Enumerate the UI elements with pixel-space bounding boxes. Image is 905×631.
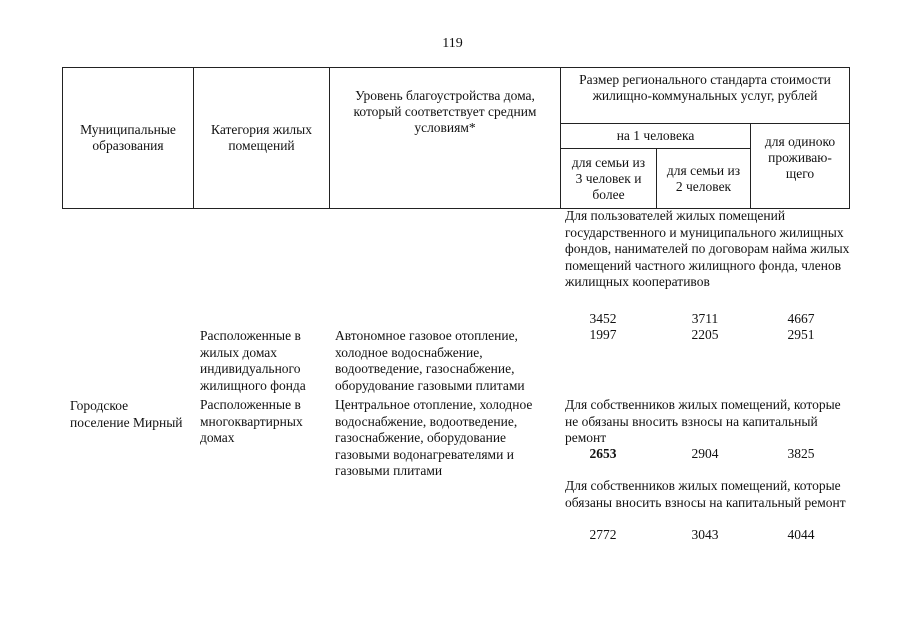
value-cell: 4667 [787, 311, 815, 326]
municipality-name: Городское поселение Мирный [70, 398, 183, 430]
value-cell: 3711 [691, 311, 719, 326]
value-cell: 1997 [589, 327, 617, 342]
value-cell: 2951 [787, 327, 815, 342]
header-single: для одиноко проживаю-щего [751, 124, 850, 209]
header-municipalities: Муниципальные образования [63, 68, 194, 209]
category-text: Расположенные в жилых домах индивидуального жилищного фонда [200, 328, 306, 393]
header-per-person: на 1 человека [561, 124, 751, 149]
page-number: 119 [442, 36, 463, 51]
value-cell: 3825 [787, 446, 815, 461]
value-cell: 2653 [589, 446, 617, 461]
level-text: Центральное отопление, холодное водоснабжение, водоотведение, газоснабжение, оборудование газовыми водонагревателями и газовыми плитами [335, 397, 533, 478]
header-family2: для семьи из 2 человек [657, 149, 751, 209]
table-header [62, 67, 850, 209]
header-size-group: Размер регионального стандарта стоимости жилищно-коммунальных услуг, рублей [561, 68, 850, 124]
header-level: Уровень благоустройства дома, который соответствует средним условиям* [330, 68, 561, 209]
value-cell: 2904 [691, 446, 719, 461]
category-text: Расположенные в многоквартирных домах [200, 397, 303, 445]
value-cell: 3043 [691, 527, 719, 542]
header-category: Категория жилых помещений [194, 68, 330, 209]
value-cell: 2772 [589, 527, 617, 542]
value-cell: 2205 [691, 327, 719, 342]
value-cell: 4044 [787, 527, 815, 542]
section-label: Для собственников жилых помещений, которые не обязаны вносить взносы на капитальный ремонт [565, 397, 841, 445]
header-family3: для семьи из 3 человек и более [561, 149, 657, 209]
level-text: Автономное газовое отопление, холодное водоснабжение, водоотведение, газоснабжение, оборудование газовыми плитами [335, 328, 525, 393]
value-cell: 3452 [589, 311, 617, 326]
section-label: Для пользователей жилых помещений государственного и муниципального жилищных фондов, нанимателей по договорам найма жилых помещений частного жилищного фонда, членов жилищных кооперативов [565, 208, 850, 289]
section-label: Для собственников жилых помещений, которые обязаны вносить взносы на капитальный ремонт [565, 478, 846, 510]
